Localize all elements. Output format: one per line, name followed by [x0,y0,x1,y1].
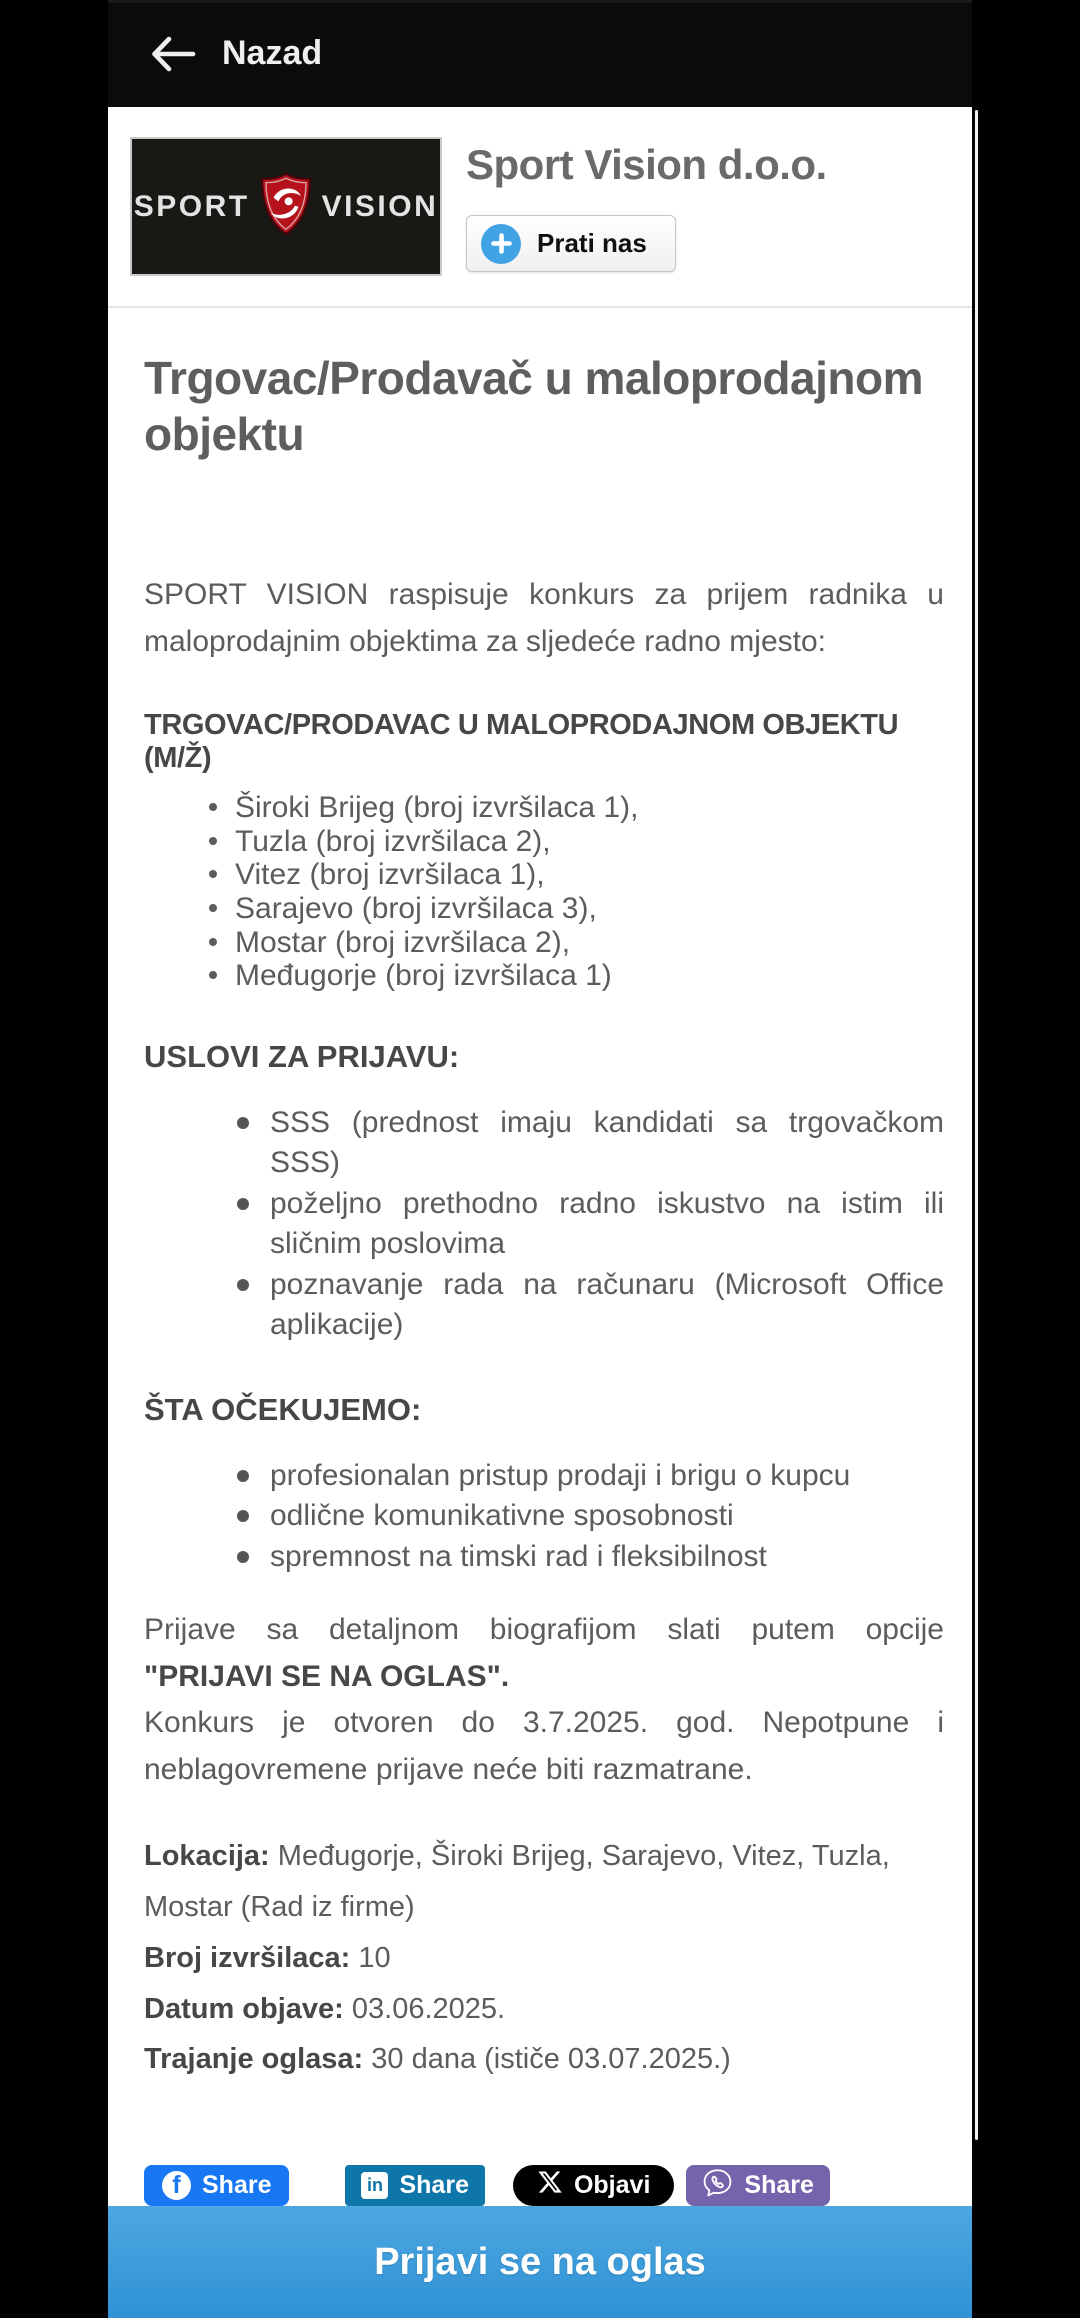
linkedin-share-label: Share [399,2171,469,2200]
expectations-heading: ŠTA OČEKUJEMO: [144,1391,422,1427]
company-name: Sport Vision d.o.o. [466,141,827,188]
expectation-item: spremnost na timski rad i fleksibilnost [237,1537,944,1578]
location-item: Tuzla (broj izvršilaca 2), [209,825,944,859]
meta-line: Lokacija: Međugorje, Široki Brijeg, Sarajevo, Vitez, Tuzla, Mostar (Rad iz firme) [144,1840,890,1924]
location-item: Međugorje (broj izvršilaca 1) [209,959,944,993]
location-item: Vitez (broj izvršilaca 1), [209,858,944,892]
follow-button-label: Prati nas [537,228,647,258]
job-post-card [108,107,972,2206]
meta-line: Broj izvršilaca: 10 [144,1941,391,1974]
deadline-note: Konkurs je otvoren do 3.7.2025. god. Nepotpune i neblagovremene prijave neće biti razmatrane. [144,1706,944,1786]
expectation-item: profesionalan pristup prodaji i brigu o kupcu [237,1456,944,1497]
app-window [108,0,972,2283]
meta-line: Trajanje oglasa: 30 dana (ističe 03.07.2025.) [144,2043,731,2076]
position-heading: TRGOVAC/PRODAVAC U MALOPRODAJNOM OBJEKTU (M/Ž) [144,709,899,775]
facebook-share-button[interactable] [144,2165,289,2206]
location-item: Mostar (broj izvršilaca 2), [209,926,944,960]
x-share-label: Objavi [573,2171,651,2200]
viber-share-label: Share [744,2171,814,2200]
location-item: Široki Brijeg (broj izvršilaca 1), [209,791,944,825]
location-item: Sarajevo (broj izvršilaca 3), [209,892,944,926]
requirements-list [144,1103,944,1346]
job-meta [144,1831,944,2085]
job-title: Trgovac/Prodavač u maloprodajnom objektu [144,352,923,461]
back-button-label[interactable]: Nazad [222,34,323,72]
apply-cta-button[interactable] [108,2206,972,2318]
locations-list [144,791,944,993]
expectation-item: odlične komunikativne sposobnosti [237,1496,944,1537]
requirements-heading: USLOVI ZA PRIJAVU: [144,1038,460,1074]
logo-word-sport: SPORT [133,189,250,223]
requirement-item: SSS (prednost imaju kandidati sa trgovačkom SSS) [237,1103,944,1184]
facebook-share-label: Share [202,2171,272,2200]
plus-icon [481,224,521,264]
back-arrow-icon[interactable] [148,33,196,75]
follow-button[interactable] [466,215,676,272]
company-header-right [466,137,827,276]
job-intro-paragraph: SPORT VISION raspisuje konkurs za prijem radnika u maloprodajnim objektima za sljedeće radno mjesto: [144,578,944,658]
x-share-button[interactable] [513,2165,674,2206]
linkedin-share-button[interactable] [345,2165,484,2206]
job-post-body [108,308,972,2206]
logo-word-vision: VISION [321,189,439,223]
linkedin-icon: in [361,2172,388,2199]
viber-share-button[interactable] [686,2165,829,2206]
share-buttons-row [144,2165,944,2206]
requirement-item: poželjno prethodno radno iskustvo na istim ili sličnim poslovima [237,1184,944,1265]
facebook-icon: f [162,2171,191,2200]
scrollbar[interactable] [975,110,978,2140]
top-app-bar [108,0,972,107]
x-logo-icon [537,2169,563,2202]
sport-vision-shield-icon [259,172,313,241]
apply-instructions: Prijave sa detaljnom biografijom slati putem opcije "PRIJAVI SE NA OGLAS". [144,1613,944,1693]
company-logo [130,137,442,276]
viber-icon [702,2167,733,2205]
meta-line: Datum objave: 03.06.2025. [144,1992,506,2025]
expectations-list [144,1456,944,1578]
requirement-item: poznavanje rada na računaru (Microsoft Office aplikacije) [237,1265,944,1346]
apply-cta-label: Prijavi se na oglas [374,2240,706,2283]
company-header [108,107,972,276]
apply-option-name: "PRIJAVI SE NA OGLAS". [144,1659,510,1693]
